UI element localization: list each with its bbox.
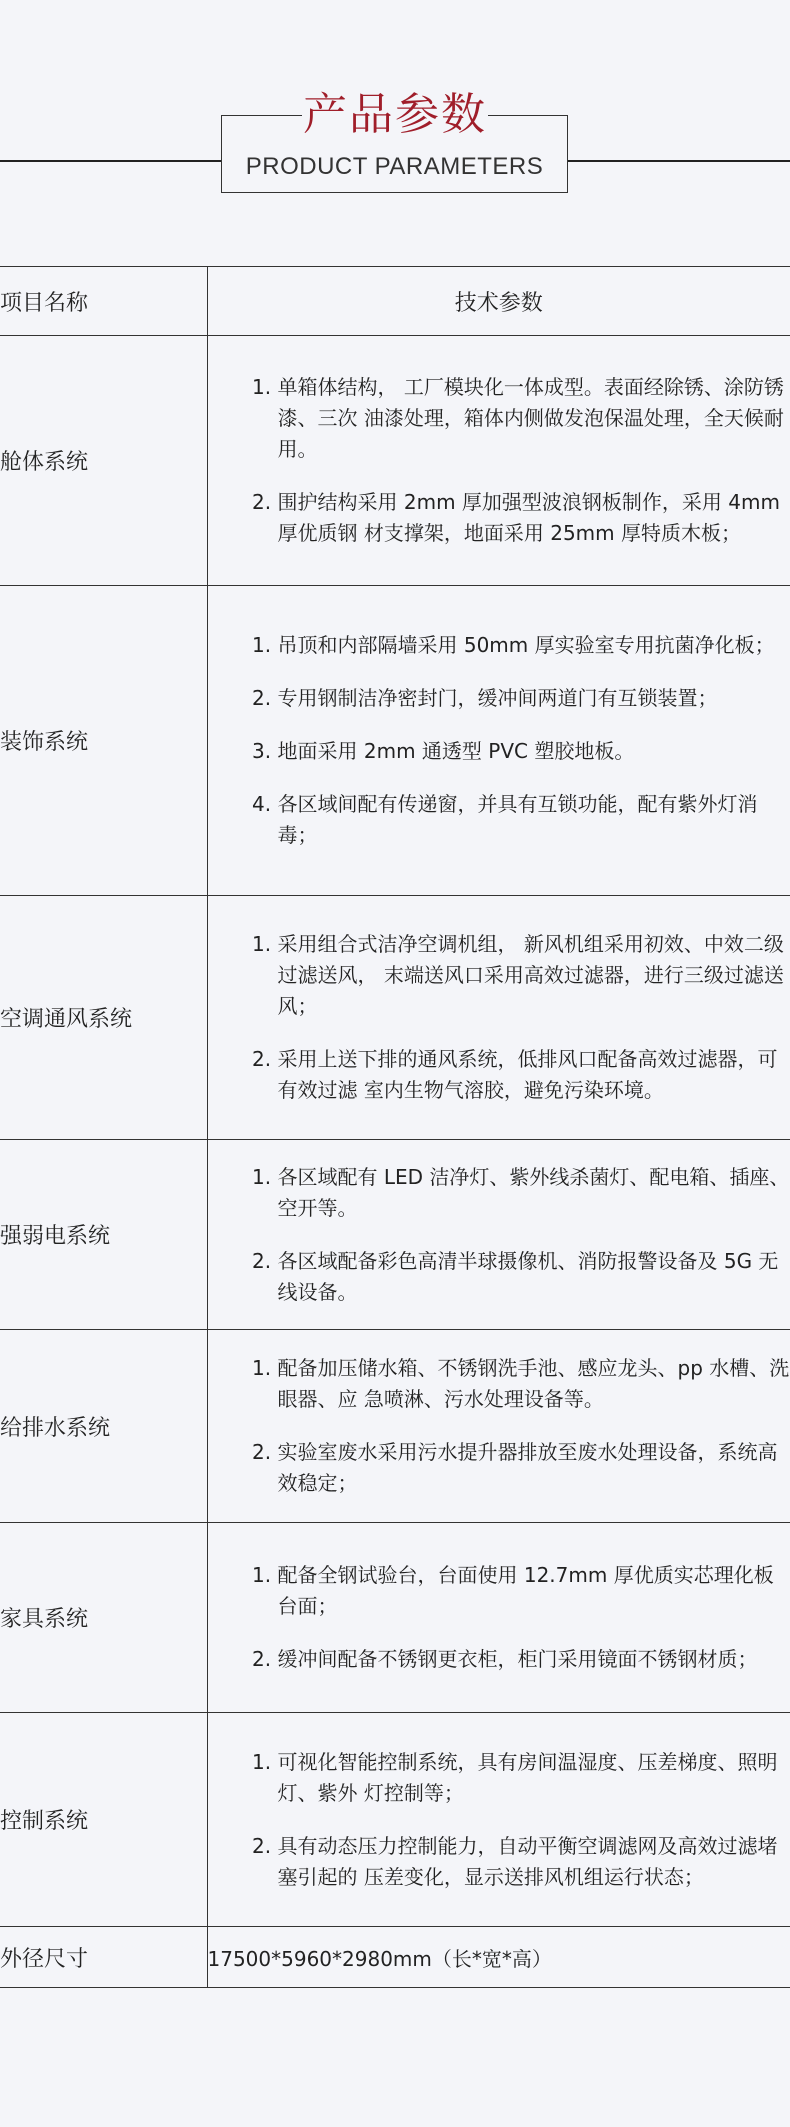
spec-list	[208, 929, 790, 1106]
row-spec	[207, 1330, 790, 1523]
page-header	[0, 0, 790, 230]
spec-item: 1. 配备加压储水箱、不锈钢洗手池、感应龙头、pp 水槽、洗眼器、应 急喷淋、污水处理设备等。	[278, 1353, 790, 1415]
row-spec	[207, 1713, 790, 1927]
spec-list	[208, 1353, 790, 1499]
spec-item: 3. 地面采用 2mm 通透型 PVC 塑胶地板。	[278, 736, 790, 767]
header-tech-params: 技术参数	[207, 267, 790, 336]
parameters-table	[0, 266, 790, 1988]
spec-item: 2. 具有动态压力控制能力，自动平衡空调滤网及高效过滤堵塞引起的 压差变化，显示送排风机组运行状态；	[278, 1831, 790, 1893]
spec-item: 2. 缓冲间配备不锈钢更衣柜，柜门采用镜面不锈钢材质；	[278, 1644, 790, 1675]
row-spec	[207, 1523, 790, 1713]
row-spec	[207, 1140, 790, 1330]
spec-item: 1. 可视化智能控制系统，具有房间温湿度、压差梯度、照明灯、紫外 灯控制等；	[278, 1747, 790, 1809]
page-title: 产品参数	[302, 86, 488, 144]
table-row-size	[0, 1927, 790, 1988]
spec-list	[208, 630, 790, 851]
row-name: 控制系统	[0, 1713, 207, 1927]
spec-item: 1. 吊顶和内部隔墙采用 50mm 厚实验室专用抗菌净化板；	[278, 630, 790, 661]
spec-item: 1. 单箱体结构， 工厂模块化一体成型。表面经除锈、涂防锈漆、三次 油漆处理，箱体内侧做发泡保温处理，全天候耐用。	[278, 372, 790, 465]
spec-list	[208, 1560, 790, 1675]
page-subtitle: PRODUCT PARAMETERS	[245, 153, 544, 180]
spec-item: 2. 采用上送下排的通风系统，低排风口配备高效过滤器，可有效过滤 室内生物气溶胶，避免污染环境。	[278, 1044, 790, 1106]
table-row	[0, 336, 790, 586]
spec-item: 2. 实验室废水采用污水提升器排放至废水处理设备，系统高效稳定；	[278, 1437, 790, 1499]
table-row	[0, 1713, 790, 1927]
spec-item: 1. 采用组合式洁净空调机组， 新风机组采用初效、中效二级过滤送风， 末端送风口采用高效过滤器，进行三级过滤送风；	[278, 929, 790, 1022]
spec-item: 1. 配备全钢试验台，台面使用 12.7mm 厚优质实芯理化板台面；	[278, 1560, 790, 1622]
spec-list	[208, 372, 790, 549]
table-row	[0, 586, 790, 896]
row-name: 家具系统	[0, 1523, 207, 1713]
table-row	[0, 896, 790, 1140]
spec-item: 2. 专用钢制洁净密封门，缓冲间两道门有互锁装置；	[278, 683, 790, 714]
table-header-row	[0, 267, 790, 336]
row-name: 给排水系统	[0, 1330, 207, 1523]
spec-list	[208, 1747, 790, 1893]
spec-item: 2. 各区域配备彩色高清半球摄像机、消防报警设备及 5G 无线设备。	[278, 1246, 790, 1308]
spec-item: 1. 各区域配有 LED 洁净灯、紫外线杀菌灯、配电箱、插座、空开等。	[278, 1162, 790, 1224]
table-row	[0, 1140, 790, 1330]
row-name: 装饰系统	[0, 586, 207, 896]
row-name: 空调通风系统	[0, 896, 207, 1140]
outer-dimensions-value: 17500*5960*2980mm（长*宽*高）	[207, 1927, 790, 1988]
spec-item: 4. 各区域间配有传递窗，并具有互锁功能，配有紫外灯消毒；	[278, 789, 790, 851]
row-name: 舱体系统	[0, 336, 207, 586]
row-spec	[207, 896, 790, 1140]
row-spec	[207, 336, 790, 586]
spec-list	[208, 1162, 790, 1308]
table-row	[0, 1523, 790, 1713]
table-body	[0, 336, 790, 1988]
table-row	[0, 1330, 790, 1523]
row-name: 强弱电系统	[0, 1140, 207, 1330]
header-item-name: 项目名称	[0, 267, 207, 336]
row-spec	[207, 586, 790, 896]
row-name: 外径尺寸	[0, 1927, 207, 1988]
spec-item: 2. 围护结构采用 2mm 厚加强型波浪钢板制作，采用 4mm 厚优质钢 材支撑架，地面采用 25mm 厚特质木板；	[278, 487, 790, 549]
